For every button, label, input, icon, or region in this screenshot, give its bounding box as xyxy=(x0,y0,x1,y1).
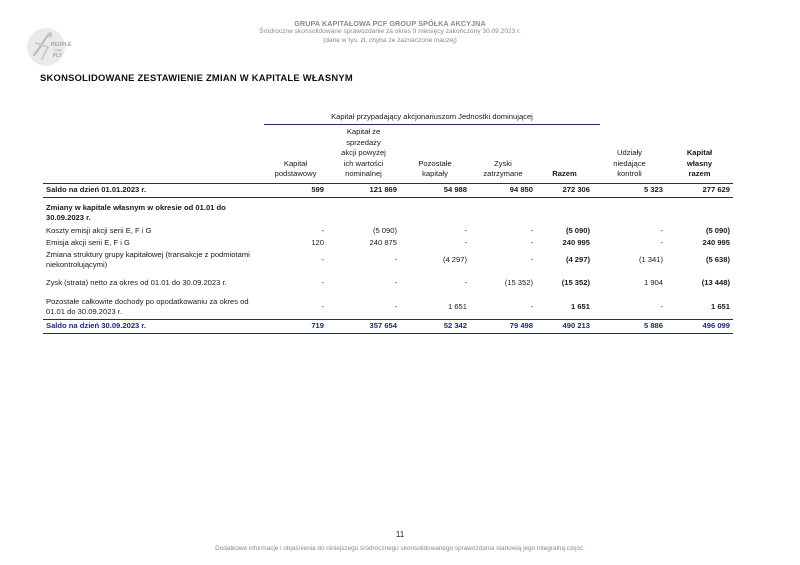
table-row-group-structure-change xyxy=(43,249,733,271)
cell: 240 995 xyxy=(562,237,590,247)
row-label: Pozostałe całkowite dochody po opodatkowaniu za okres od 01.01 do 30.09.2023 r. xyxy=(46,296,249,316)
cell: - xyxy=(530,225,533,235)
cell: 719 xyxy=(264,319,327,333)
col-header-share-capital: Kapitał podstawowy xyxy=(274,158,317,179)
cell: 1 651 xyxy=(570,301,590,311)
cell: 490 213 xyxy=(536,319,593,333)
table-row-net-profit xyxy=(43,271,733,295)
table-row-section-heading xyxy=(43,197,733,225)
cell: - xyxy=(530,301,533,311)
cell: (15 352) xyxy=(504,277,533,287)
cell: - xyxy=(464,237,467,247)
cell: 1 904 xyxy=(643,277,663,287)
cell: 120 xyxy=(311,237,324,247)
cell: 240 995 xyxy=(702,237,730,247)
cell: 1 651 xyxy=(710,301,730,311)
col-header-total-equity: Kapitał własny razem xyxy=(686,148,713,179)
row-label: Saldo na dzień 01.01.2023 r. xyxy=(43,183,264,197)
group-column-header: Kapitał przypadający akcjonariuszom Jednostki dominującej xyxy=(331,112,533,121)
people-can-fly-logo xyxy=(24,25,72,69)
row-label: Zmiany w kapitale własnym w okresie od 01.01 do 30.09.2023 r. xyxy=(46,202,226,222)
cell: (5 638) xyxy=(705,254,730,264)
units-note: (dane w tys. zł, chyba że zaznaczone inaczej) xyxy=(323,36,457,44)
cell: - xyxy=(394,254,397,264)
cell: - xyxy=(394,277,397,287)
cell: 5 886 xyxy=(593,319,666,333)
cell: - xyxy=(530,237,533,247)
cell: 52 342 xyxy=(400,319,470,333)
cell: - xyxy=(321,254,324,264)
row-label: Zysk (strata) netto za okres od 01.01 do 30.09.2023 r. xyxy=(46,277,227,287)
cell: 5 323 xyxy=(593,183,666,197)
cell: 240 875 xyxy=(369,237,397,247)
cell: - xyxy=(660,301,663,311)
col-header-retained-earnings: Zyski zatrzymane xyxy=(483,158,523,179)
cell: - xyxy=(660,225,663,235)
table-row-issue-costs xyxy=(43,225,733,237)
table-row-other-comprehensive-income xyxy=(43,295,733,320)
cell: (15 352) xyxy=(561,277,590,287)
cell: - xyxy=(394,301,397,311)
logo-text-can: CAN xyxy=(54,48,62,53)
logo-text-people: PEOPLE xyxy=(51,42,72,48)
page-number: 11 xyxy=(395,530,405,539)
document-header xyxy=(180,19,600,45)
cell: 496 099 xyxy=(666,319,733,333)
cell: 94 850 xyxy=(470,183,536,197)
footer-note: Dodatkowe informacje i objaśnienia do niniejszego śródrocznego skonsolidowanego sprawozdania stanowią jego integralną część. xyxy=(215,545,585,552)
col-header-total: Razem xyxy=(552,169,577,179)
cell: - xyxy=(321,277,324,287)
col-header-other-reserves: Pozostałe kapitały xyxy=(418,158,452,179)
cell: 1 651 xyxy=(447,301,467,311)
row-label: Emisja akcji serii E, F i G xyxy=(46,237,130,247)
table-row-closing-balance xyxy=(43,319,733,333)
company-name: GRUPA KAPITAŁOWA PCF GROUP SPÓŁKA AKCYJNA xyxy=(294,19,486,28)
cell: 79 498 xyxy=(470,319,536,333)
cell: 599 xyxy=(264,183,327,197)
cell: 54 988 xyxy=(400,183,470,197)
cell: 277 629 xyxy=(666,183,733,197)
cell: - xyxy=(530,254,533,264)
cell: - xyxy=(321,225,324,235)
cell: - xyxy=(464,277,467,287)
report-subtitle: Śródroczne skonsolidowane sprawozdanie za okres 9 miesięcy zakończony 30.09.2023 r. xyxy=(259,28,521,35)
group-header-rule xyxy=(264,124,600,125)
cell: (1 341) xyxy=(638,254,663,264)
cell: (5 090) xyxy=(372,225,397,235)
table-header-row xyxy=(43,127,733,183)
cell: (4 297) xyxy=(565,254,590,264)
cell: (5 090) xyxy=(565,225,590,235)
cell: (5 090) xyxy=(705,225,730,235)
cell: (4 297) xyxy=(442,254,467,264)
statement-title: SKONSOLIDOWANE ZESTAWIENIE ZMIAN W KAPITALE WŁASNYM xyxy=(40,72,353,83)
logo-text-fly: FLY xyxy=(53,53,62,59)
col-header-share-premium: Kapitał ze sprzedaży akcji powyżej ich wartości nominalnej xyxy=(341,127,386,179)
row-label: Zmiana struktury grupy kapitałowej (transakcje z podmiotami niekontrolującymi) xyxy=(46,249,250,269)
cell: (13 448) xyxy=(701,277,730,287)
cell: 121 869 xyxy=(327,183,400,197)
table-row-share-issue xyxy=(43,237,733,249)
cell: - xyxy=(660,237,663,247)
table-row-opening-balance xyxy=(43,183,733,197)
row-label: Koszty emisji akcji serii E, F i G xyxy=(46,225,152,235)
cell: - xyxy=(464,225,467,235)
cell: 272 306 xyxy=(536,183,593,197)
row-label: Saldo na dzień 30.09.2023 r. xyxy=(43,319,264,333)
header-blank xyxy=(43,127,264,183)
cell: 357 654 xyxy=(327,319,400,333)
equity-changes-table xyxy=(43,127,733,334)
col-header-non-controlling: Udziały niedające kontroli xyxy=(613,148,646,179)
cell: - xyxy=(321,301,324,311)
